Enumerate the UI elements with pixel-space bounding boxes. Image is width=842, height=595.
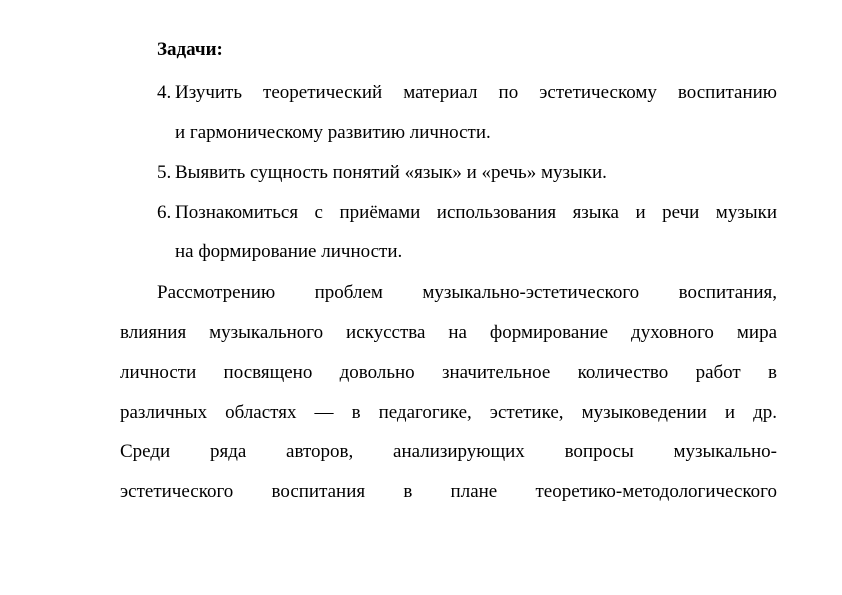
task-text: Познакомиться с приёмами использования языка и речи музыки	[175, 202, 777, 223]
task-number: 5.	[157, 162, 172, 183]
task-text: Изучить теоретический материал по эстетическому воспитанию	[175, 82, 777, 103]
paragraph-line: различных областях — в педагогике, эстетике, музыковедении и др.	[120, 402, 777, 423]
paragraph-line: Рассмотрению проблем музыкально-эстетического воспитания,	[157, 282, 777, 303]
task-number: 4.	[157, 82, 172, 103]
task-item-6-continuation: на формирование личности.	[175, 241, 403, 262]
section-heading: Задачи:	[157, 39, 223, 60]
paragraph-line: личности посвящено довольно значительное количество работ в	[120, 362, 777, 383]
task-item-4-continuation: и гармоническому развитию личности.	[175, 122, 491, 143]
task-text: Выявить сущность понятий «язык» и «речь» музыки.	[175, 162, 607, 183]
paragraph-line: Среди ряда авторов, анализирующих вопросы музыкально-	[120, 441, 777, 462]
task-item-6	[157, 201, 777, 225]
paragraph-line: эстетического воспитания в плане теоретико-методологического	[120, 481, 777, 502]
task-item-4	[157, 81, 777, 105]
task-item-5	[157, 161, 607, 185]
paragraph-line: влияния музыкального искусства на формирование духовного мира	[120, 322, 777, 343]
task-number: 6.	[157, 202, 172, 223]
